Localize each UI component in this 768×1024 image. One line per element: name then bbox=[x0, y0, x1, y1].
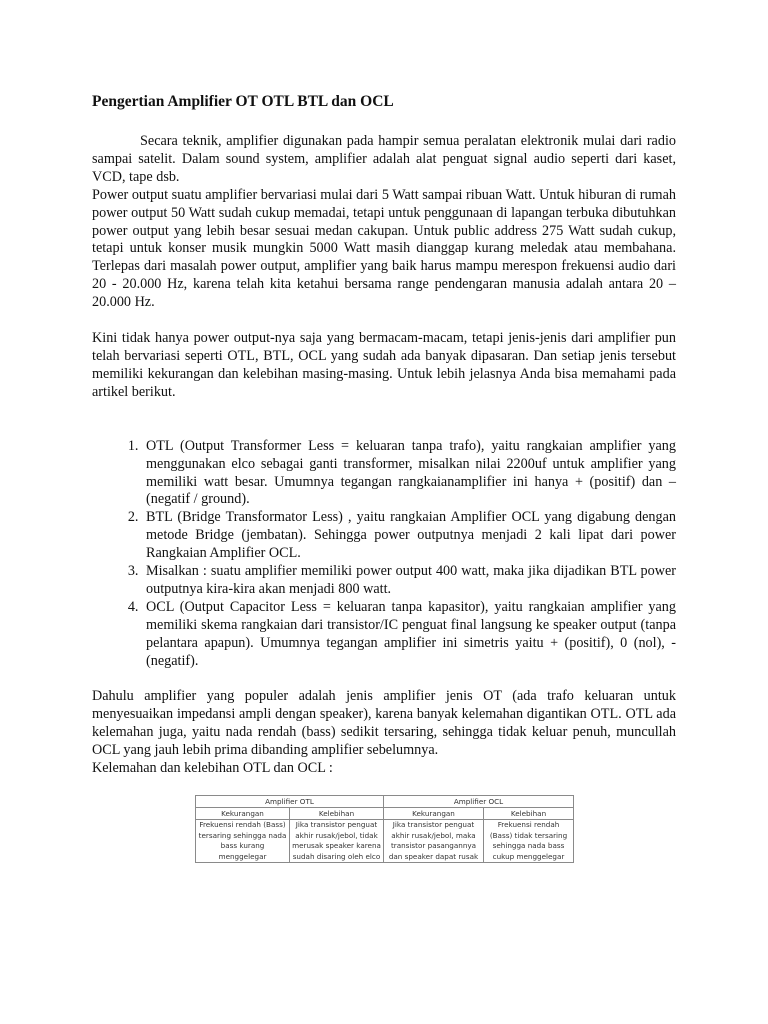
paragraph-spacer bbox=[92, 312, 676, 330]
closing-paragraph: Dahulu amplifier yang populer adalah jenis amplifier jenis OT (ada trafo keluaran untuk menyesuaikan impedansi ampli dengan speaker), karena banyak kelemahan digantikan OTL. OTL ada kelemahan juga, yaitu nada rendah (bass) sedikit tersaring, sehingga tidak keluar penuh, muncullah OCL yang jauh lebih prima dibanding amplifier sebelumnya. bbox=[92, 688, 676, 759]
list-item: 1. OTL (Output Transformer Less = keluaran tanpa trafo), yaitu rangkaian amplifier yang menggunakan elco sebagai ganti transformer, misalkan nilai 2200uf untuk amplifier yang memiliki watt besar. Umumnya tegangan rangkaianamplifier ini hanya + (positif) dan – (negatif / ground). bbox=[142, 438, 676, 510]
intro-paragraph-3: Kini tidak hanya power output-nya saja yang bermacam-macam, tetapi jenis-jenis dari amplifier pun telah bervariasi seperti OTL, BTL, OCL yang sudah ada banyak dipasaran. Dan setiap jenis tersebut memiliki kekurangan dan kelebihan masing-masing. Untuk lebih jelasnya Anda bisa memahami pada artikel berikut. bbox=[92, 330, 676, 400]
intro-paragraph-1: Secara teknik, amplifier digunakan pada hampir semua peralatan elektronik mulai dari radio sampai satelit. Dalam sound system, amplifier adalah alat penguat signal audio seperti dari kaset, VCD, tape dsb. bbox=[92, 133, 676, 185]
table-group-ocl: Amplifier OCL bbox=[384, 796, 574, 808]
comparison-table-wrapper bbox=[195, 795, 573, 863]
page-title: Pengertian Amplifier OT OTL BTL dan OCL bbox=[92, 93, 394, 110]
table-row bbox=[196, 820, 574, 863]
comparison-table bbox=[195, 795, 574, 863]
table-cell-ocl-kekurangan: Jika transistor penguat akhir rusak/jebol, maka transistor pasangannya dan speaker dapat rusak bbox=[384, 820, 484, 863]
table-cell-otl-kekurangan: Frekuensi rendah (Bass) tersaring sehingga nada bass kurang menggelegar bbox=[196, 820, 290, 863]
table-header-ocl-kelebihan: Kelebihan bbox=[484, 808, 574, 820]
paragraph-spacer bbox=[92, 670, 676, 688]
table-cell-ocl-kelebihan: Frekuensi rendah (Bass) tidak tersaring sehingga nada bass cukup menggelegar bbox=[484, 820, 574, 863]
paragraph-spacer bbox=[92, 402, 676, 438]
list-item: 3. Misalkan : suatu amplifier memiliki power output 400 watt, maka jika dijadikan BTL power outputnya kira-kira akan menjadi 800 watt. bbox=[142, 563, 676, 599]
document-page bbox=[92, 93, 676, 778]
table-header-otl-kelebihan: Kelebihan bbox=[290, 808, 384, 820]
list-item: 2. BTL (Bridge Transformator Less) , yaitu rangkaian Amplifier OCL yang digabung dengan metode Bridge (jembatan). Sehingga power outputnya menjadi 2 kali lipat dari power Rangkaian Amplifier OCL. bbox=[142, 509, 676, 563]
table-caption: Kelemahan dan kelebihan OTL dan OCL : bbox=[92, 760, 333, 777]
table-header-otl-kekurangan: Kekurangan bbox=[196, 808, 290, 820]
table-column-header-row bbox=[196, 808, 574, 820]
table-cell-otl-kelebihan: Jika transistor penguat akhir rusak/jebol, tidak merusak speaker karena sudah disaring oleh elco bbox=[290, 820, 384, 863]
table-group-otl: Amplifier OTL bbox=[196, 796, 384, 808]
table-header-ocl-kekurangan: Kekurangan bbox=[384, 808, 484, 820]
amplifier-types-list bbox=[92, 438, 676, 671]
intro-paragraph-2: Power output suatu amplifier bervariasi mulai dari 5 Watt sampai ribuan Watt. Untuk hiburan di rumah power output 50 Watt sudah cukup memadai, tetapi untuk penggunaan di lapangan terbuka dibutuhkan power output yang lebih besar sesuai medan cakupan. Untuk public address 275 Watt sudah cukup, tetapi untuk konser musik mungkin 5000 Watt masih dianggap kurang meledak atau membahana. Terlepas dari masalah power output, amplifier yang baik harus mampu merespon frekuensi audio dari 20 - 20.000 Hz, karena telah kita ketahui bersama range pendengaran manusia adalah antara 20 – 20.000 Hz. bbox=[92, 186, 676, 311]
list-item: 4. OCL (Output Capacitor Less = keluaran tanpa kapasitor), yaitu rangkaian amplifier yang memiliki skema rangkaian dari transistor/IC penguat final langsung ke speaker output (tanpa pelantara apapun). Umumnya tegangan amplifier ini simetris yaitu + (positif), 0 (nol), - (negatif). bbox=[142, 599, 676, 671]
table-group-header-row bbox=[196, 796, 574, 808]
